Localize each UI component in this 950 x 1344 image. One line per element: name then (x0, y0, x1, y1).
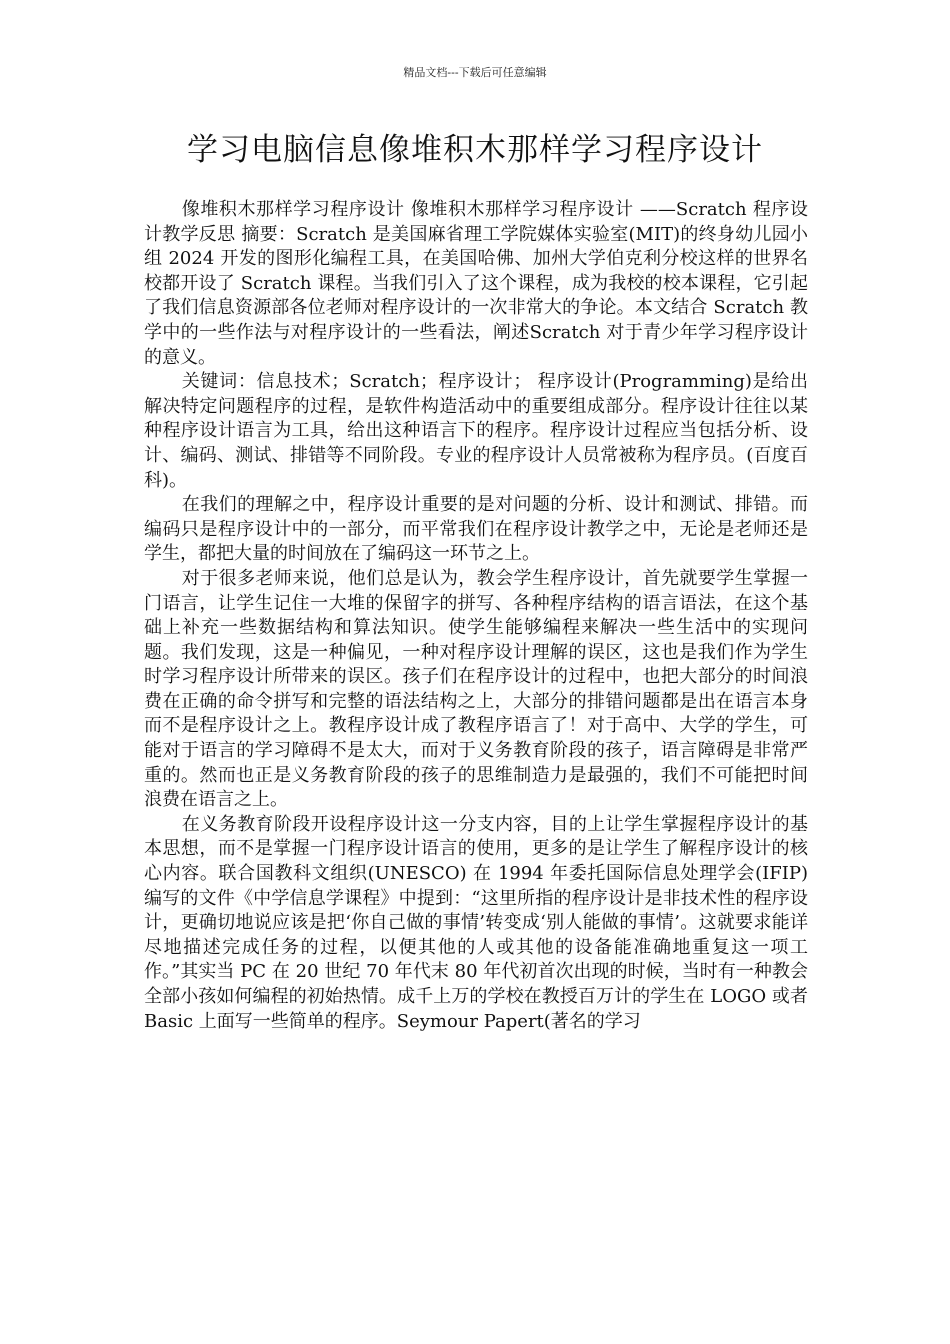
paragraph-teachers-view: 对于很多老师来说，他们总是认为，教会学生程序设计，首先就要学生掌握一门语言，让学生记住一大堆的保留字的拼写、各种程序结构的语言语法，在这个基础上补充一些数据结构和算法知识。使学生能够编程来解决一些生活中的实现问题。我们发现，这是一种偏见，一种对程序设计理解的误区，这也是我们作为学生时学习程序设计所带来的误区。孩子们在程序设计的过程中，也把大部分的时间浪费在正确的命令拼写和完整的语法结构之上，大部分的排错问题都是出在语言本身而不是程序设计之上。教程序设计成了教程序语言了！对于高中、大学的学生，可能对于语言的学习障碍不是太大，而对于义务教育阶段的孩子，语言障碍是非常严重的。然而也正是义务教育阶段的孩子的思维制造力是最强的，我们不可能把时间浪费在语言之上。 (144, 567, 808, 811)
paragraph-compulsory-education: 在义务教育阶段开设程序设计这一分支内容，目的上让学生掌握程序设计的基本思想，而不是掌握一门程序设计语言的使用，更多的是让学生了解程序设计的核心内容。联合国教科文组织(UNESCO) 在 1994 年委托国际信息处理学会(IFIP)编写的文件《中学信息学课程》中提到：“这里所指的程序设计是非技术性的程序设计，更确切地说应该是把‘你自己做的事情’转变成‘别人能做的事情’。这就要求能详尽地描述完成任务的过程，以便其他的人或其他的设备能准确地重复这一项工作。”其实当 PC 在 20 世纪 70 年代末 80 年代初首次出现的时候，当时有一种教会全部小孩如何编程的初始热情。成千上万的学校在教授百万计的学生在 LOGO 或者 Basic 上面写一些简单的程序。Seymour Papert(著名的学习 (144, 813, 808, 1032)
paragraph-understanding: 在我们的理解之中，程序设计重要的是对问题的分析、设计和测试、排错。而编码只是程序设计中的一部分，而平常我们在程序设计教学之中，无论是老师还是学生，都把大量的时间放在了编码这一环节之上。 (144, 494, 808, 565)
document-title: 学习电脑信息像堆积木那样学习程序设计 (187, 132, 763, 168)
document-body (144, 198, 808, 1034)
page-header-note: 精品文档---下载后可任意编辑 (403, 66, 547, 79)
paragraph-abstract: 像堆积木那样学习程序设计 像堆积木那样学习程序设计 ——Scratch 程序设计教学反思 摘要：Scratch 是美国麻省理工学院媒体实验室(MIT)的终身幼儿园小组 2024 开发的图形化编程工具，在美国哈佛、加州大学伯克利分校这样的世界名校都开设了 Scratch 课程。当我们引入了这个课程，成为我校的校本课程，它引起了我们信息资源部各位老师对程序设计的一次非常大的争论。本文结合 Scratch 教学中的一些作法与对程序设计的一些看法，阐述Scratch 对于青少年学习程序设计的意义。 (144, 199, 808, 368)
paragraph-keywords: 关键词：信息技术；Scratch；程序设计； 程序设计(Programming)是给出解决特定问题程序的过程，是软件构造活动中的重要组成部分。程序设计往往以某种程序设计语言为工具，给出这种语言下的程序。程序设计过程应当包括分析、设计、编码、测试、排错等不同阶段。专业的程序设计人员常被称为程序员。(百度百科)。 (144, 371, 808, 491)
